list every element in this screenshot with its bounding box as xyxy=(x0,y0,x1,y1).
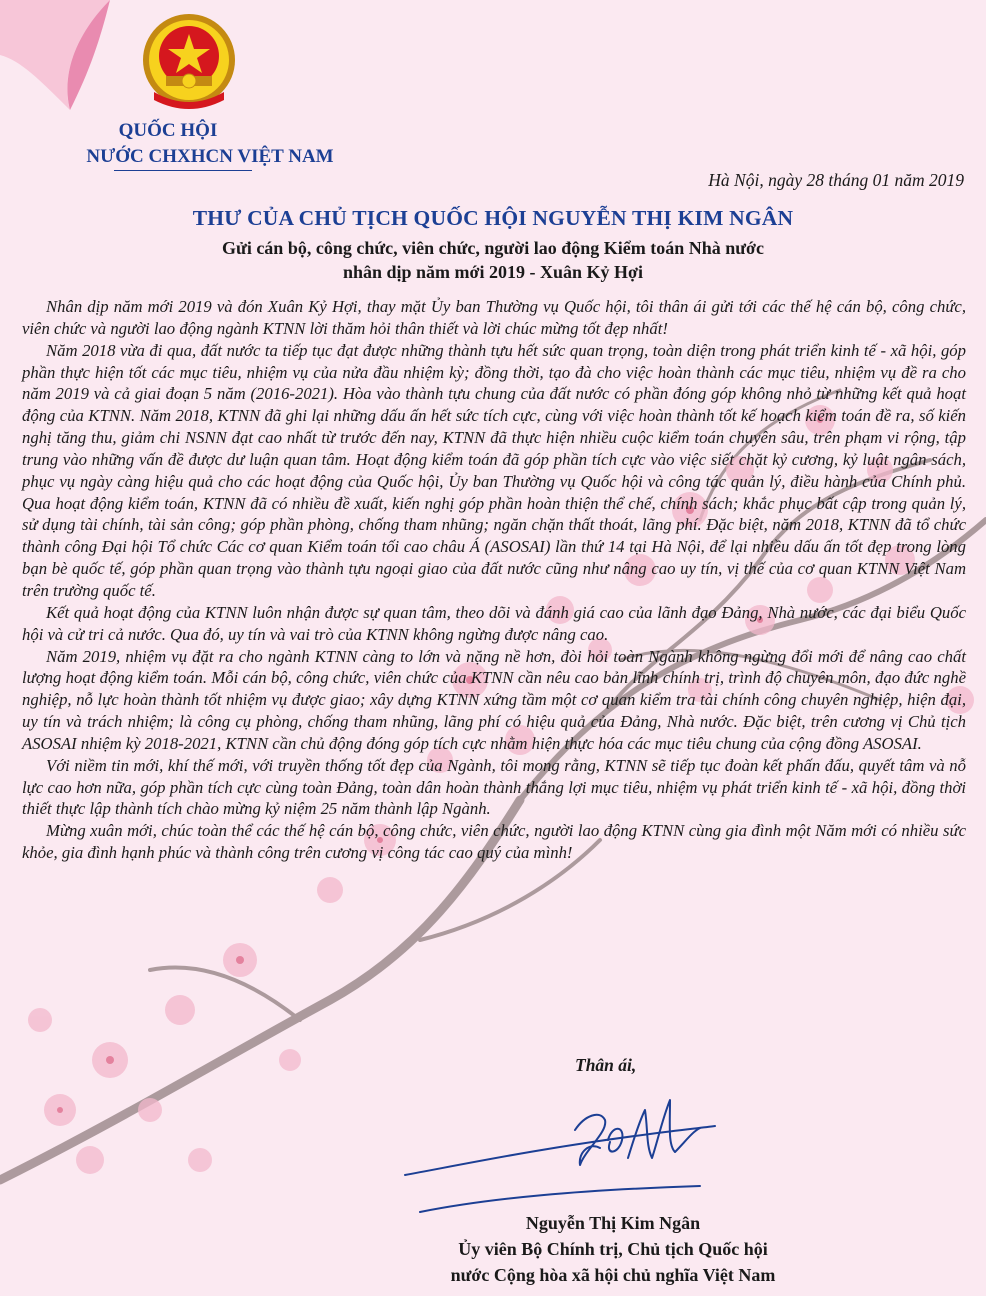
letter-subtitle xyxy=(0,236,986,284)
subtitle-line-1: Gửi cán bộ, công chức, viên chức, người lao động Kiểm toán Nhà nước xyxy=(222,238,764,258)
signer-name: Nguyễn Thị Kim Ngân xyxy=(525,1213,701,1233)
issuing-organization xyxy=(40,118,380,170)
letter-title: THƯ CỦA CHỦ TỊCH QUỐC HỘI NGUYỄN THỊ KIM NGÂN xyxy=(192,206,794,230)
national-emblem-icon xyxy=(134,12,244,118)
handwritten-signature xyxy=(400,1070,720,1215)
page-curl-corner xyxy=(0,0,120,120)
body-paragraph: Năm 2018 vừa đi qua, đất nước ta tiếp tục đạt được những thành tựu hết sức quan trọng, toàn diện trong phát triển kinh tế - xã hội, góp phần thực hiện tốt các mục tiêu, nhiệm vụ của nửa đầu nhiệm kỳ; đồng thời, tạo đà cho việc hoàn thành các mục tiêu, nhiệm vụ đề ra cho năm 2019 và cả giai đoạn 5 năm (2016-2021). Hòa vào thành tựu chung của đất nước có phần đóng góp không nhỏ từ những kết quả hoạt động của KTNN. Năm 2018, KTNN đã ghi lại những dấu ấn hết sức tích cực, cùng với việc hoàn thành tốt kế hoạch kiểm toán đề ra, số kiến nghị tăng thu, giảm chi NSNN đạt cao nhất từ trước đến nay, KTNN đã thực hiện nhiều cuộc kiểm toán chuyên sâu, trên phạm vi rộng, tập trung vào những vấn đề được dư luận quan tâm. Hoạt động kiểm toán đã góp phần tích cực vào việc siết chặt kỷ cương, kỷ luật ngân sách, phục vụ ngày càng hiệu quả cho các hoạt động của Quốc hội, Ủy ban Thường vụ Quốc hội và công tác quản lý, điều hành của Chính phủ. Qua hoạt động kiểm toán, KTNN đã có nhiều đề xuất, kiến nghị góp phần hoàn thiện thể chế, chính sách; khắc phục bất cập trong quản lý, sử dụng tài chính, tài sản công; góp phần phòng, chống tham nhũng; ngăn chặn thất thoát, lãng phí. Đặc biệt, năm 2018, KTNN đã tổ chức thành công Đại hội Tổ chức Các cơ quan Kiểm toán tối cao châu Á (ASOSAI) lần thứ 14 tại Hà Nội, để lại nhiều dấu ấn tốt đẹp trong lòng bạn bè quốc tế, góp phần quan trọng vào thành tựu ngoại giao của đất nước cũng như nâng cao uy tín, vị thế của cơ quan KTNN Việt Nam trên trường quốc tế. xyxy=(22,340,966,600)
signer-title-2: nước Cộng hòa xã hội chủ nghĩa Việt Nam xyxy=(450,1265,776,1285)
closing-salutation: Thân ái, xyxy=(575,1055,637,1075)
org-underline xyxy=(114,170,252,171)
signer-block xyxy=(380,1210,846,1288)
letter-body xyxy=(22,296,966,864)
signer-title-1: Ủy viên Bộ Chính trị, Chủ tịch Quốc hội xyxy=(458,1239,768,1259)
org-line-1: QUỐC HỘI xyxy=(118,120,218,141)
org-line-2: NƯỚC CHXHCN VIỆT NAM xyxy=(86,146,334,167)
letter-date: Hà Nội, ngày 28 tháng 01 năm 2019 xyxy=(708,170,964,190)
body-paragraph: Kết quả hoạt động của KTNN luôn nhận được sự quan tâm, theo dõi và đánh giá cao của lãnh đạo Đảng, Nhà nước, các đại biểu Quốc hội và cử tri cả nước. Qua đó, uy tín và vai trò của KTNN không ngừng được nâng cao. xyxy=(22,602,966,644)
body-paragraph: Mừng xuân mới, chúc toàn thể các thế hệ cán bộ, công chức, viên chức, người lao động KTNN cùng gia đình một Năm mới có nhiều sức khỏe, gia đình hạnh phúc và thành công trên cương vị công tác cao quý của mình! xyxy=(22,821,966,863)
body-paragraph: Với niềm tin mới, khí thế mới, với truyền thống tốt đẹp của Ngành, tôi mong rằng, KTNN sẽ tiếp tục đoàn kết phấn đấu, quyết tâm và nỗ lực cao hơn nữa, góp phần tích cực cùng toàn Đảng, toàn dân hoàn thành thắng lợi mục tiêu, nhiệm vụ phát triển kinh tế - xã hội, đồng thời thiết thực lập thành tích chào mừng kỷ niệm 25 năm thành lập Ngành. xyxy=(22,755,966,819)
subtitle-line-2: nhân dịp năm mới 2019 - Xuân Kỷ Hợi xyxy=(342,262,643,282)
body-paragraph: Nhân dịp năm mới 2019 và đón Xuân Kỷ Hợi, thay mặt Ủy ban Thường vụ Quốc hội, tôi thân ái gửi tới các thế hệ cán bộ, công chức, viên chức và người lao động ngành KTNN lời thăm hỏi thân thiết và lời chúc mừng tốt đẹp nhất! xyxy=(22,297,966,338)
body-paragraph: Năm 2019, nhiệm vụ đặt ra cho ngành KTNN càng to lớn và nặng nề hơn, đòi hỏi toàn Ngành không ngừng đổi mới để nâng cao chất lượng hoạt động kiểm toán. Mỗi cán bộ, công chức, viên chức của KTNN cần nêu cao bản lĩnh chính trị, trình độ chuyên môn, đạo đức nghề nghiệp, nỗ lực hoàn thành tốt nhiệm vụ được giao; xây dựng KTNN xứng tầm một cơ quan kiểm tra tài chính công chuyên nghiệp, hiện đại, uy tín và trách nhiệm; là công cụ phòng, chống tham nhũng, lãng phí có hiệu quả của Đảng, Nhà nước. Đặc biệt, trên cương vị Chủ tịch ASOSAI nhiệm kỳ 2018-2021, KTNN cần chủ động đóng góp tích cực nhằm hiện thực hóa các mục tiêu chung của cộng đồng ASOSAI. xyxy=(22,646,966,753)
